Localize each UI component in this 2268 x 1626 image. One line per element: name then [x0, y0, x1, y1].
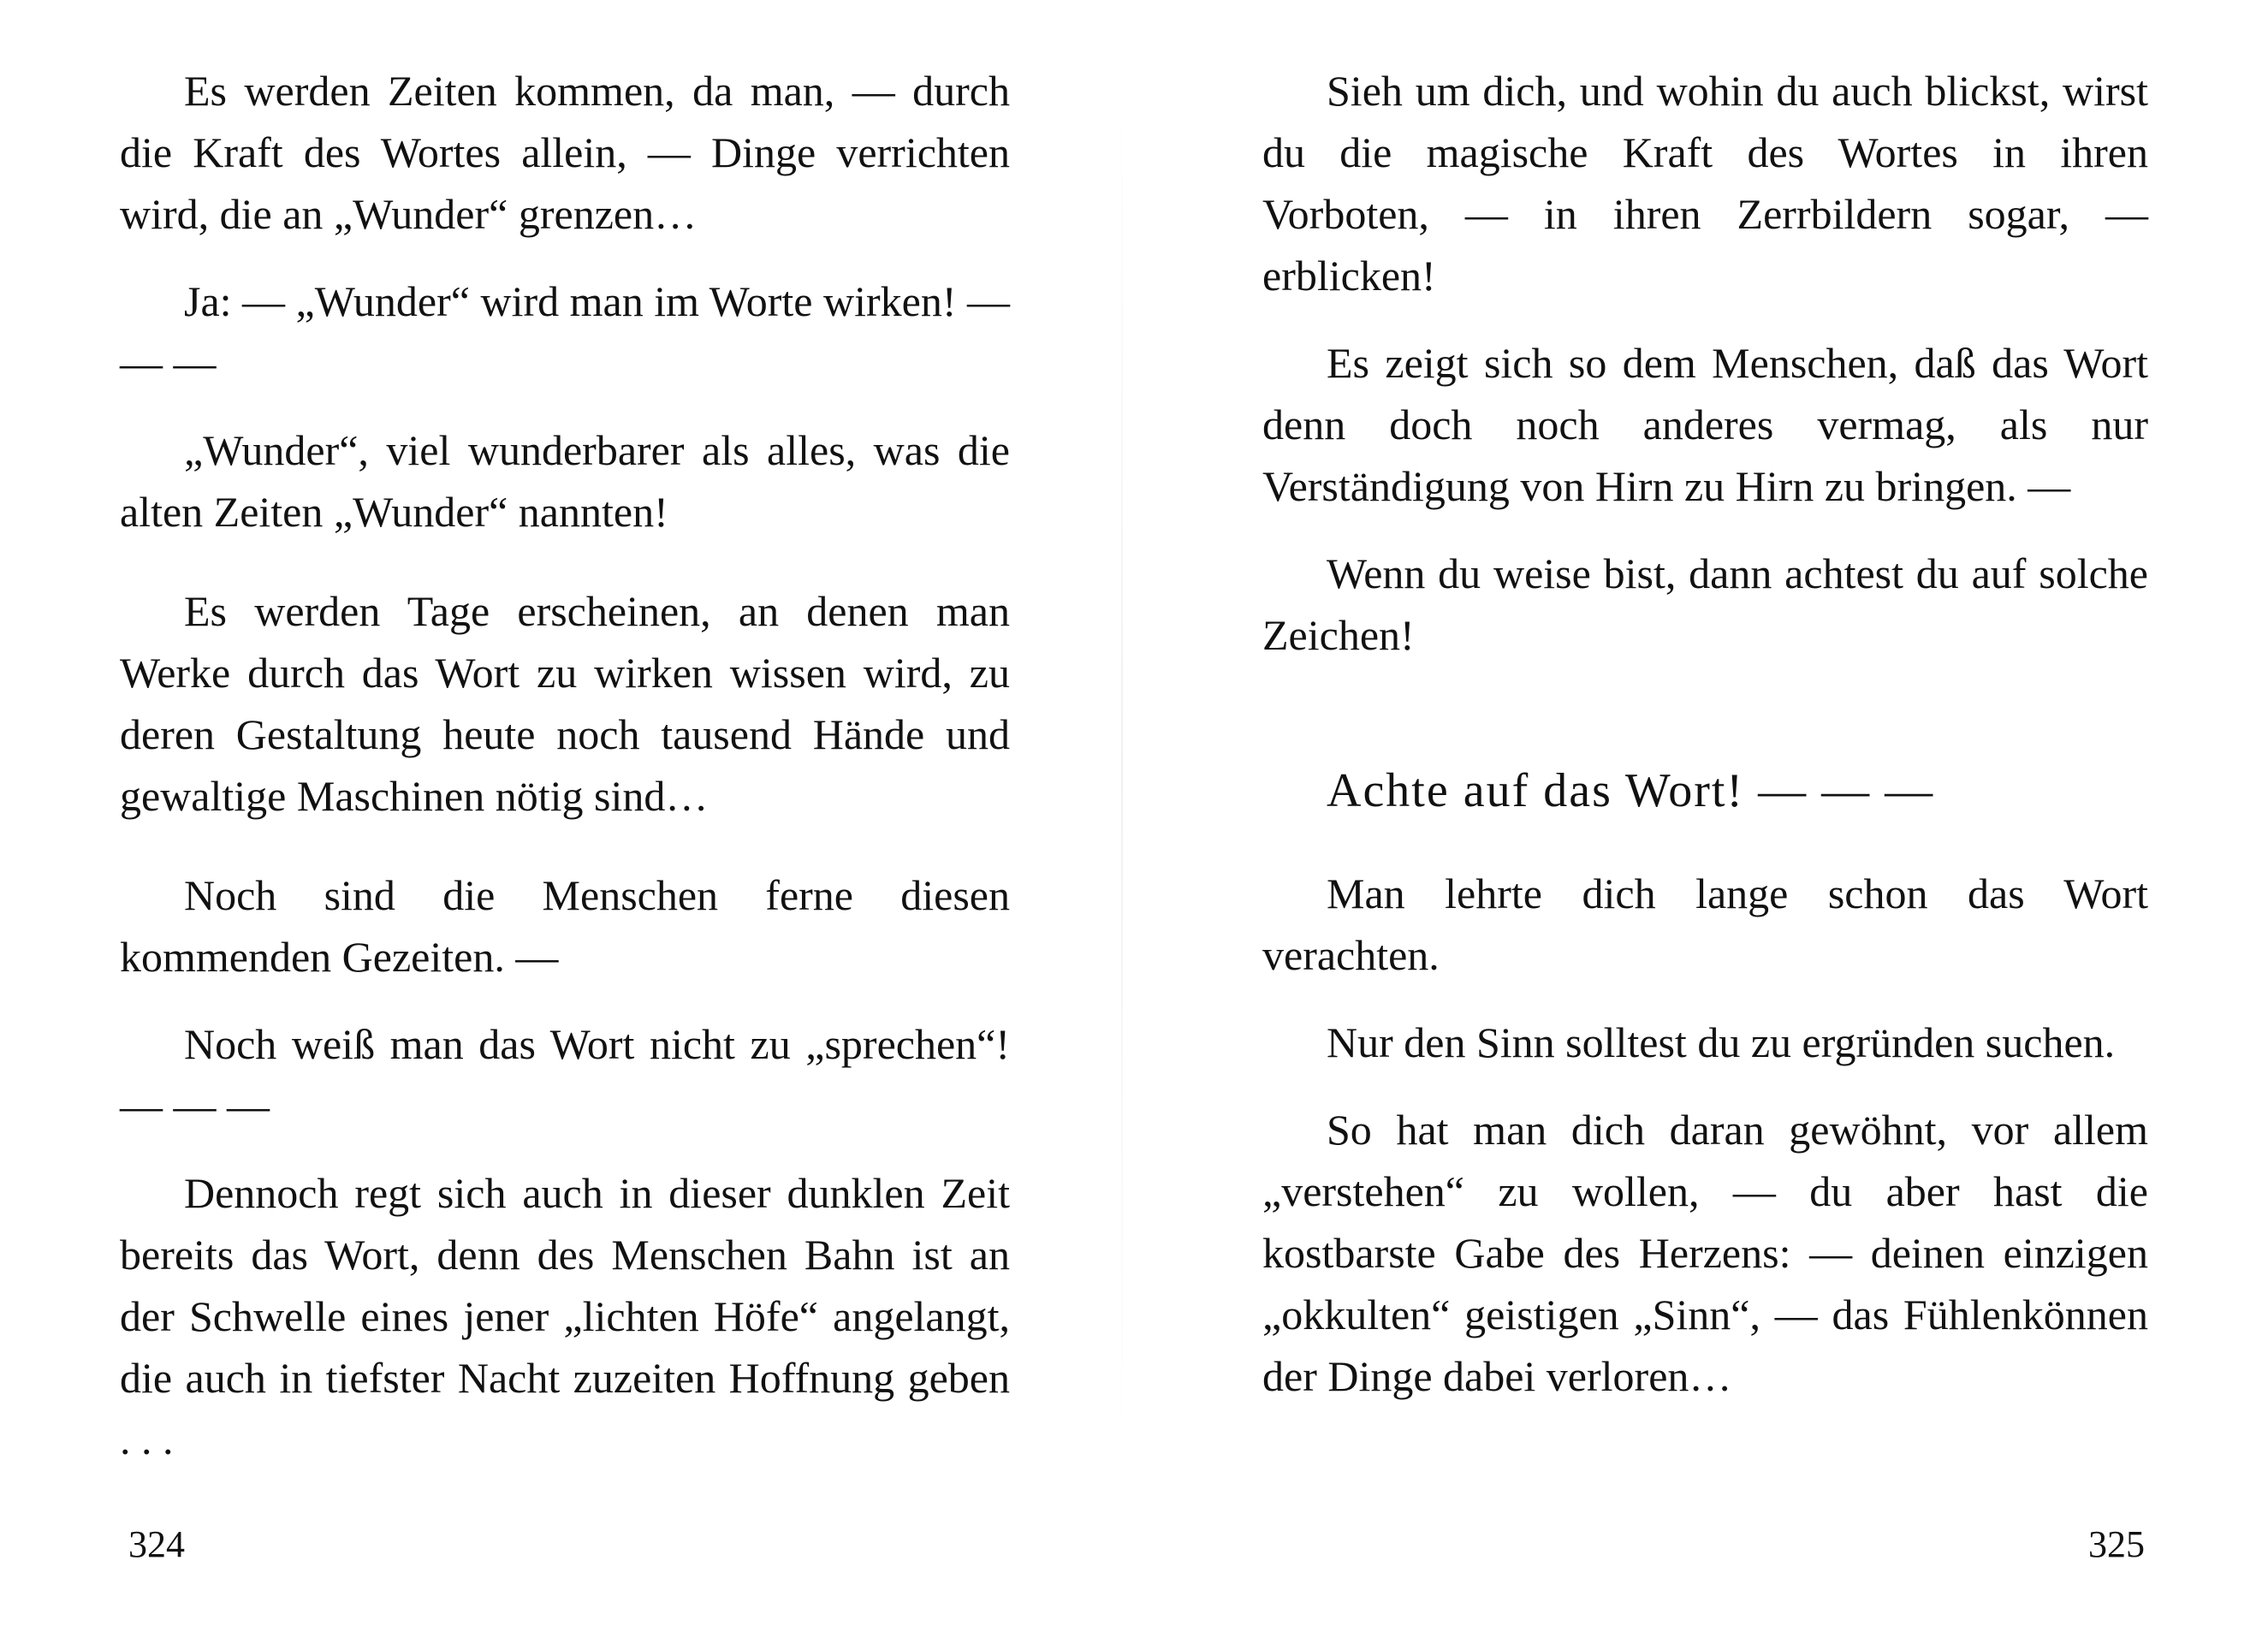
right-paragraph-5: Nur den Sinn solltest du zu ergründen suchen. — [1327, 1018, 2116, 1066]
right-paragraph-3: Wenn du weise bist, dann achtest du auf solche Zeichen! — [1262, 549, 2148, 659]
right-page — [1262, 60, 2148, 1407]
left-paragraph-5: Noch sind die Menschen ferne diesen kommenden Gezeiten. — — [120, 871, 1010, 981]
left-paragraph-7: Dennoch regt sich auch in dieser dunklen Zeit bereits das Wort, denn des Menschen Bahn ist an der Schwelle eines jener „lichten Höfe“ angelangt, die auch in tiefster Nacht zuzeiten Hoffnung geben . . . — [120, 1169, 1010, 1463]
left-paragraph-4: Es werden Tage erscheinen, an denen man Werke durch das Wort zu wirken wissen wird, zu deren Gestaltung heute noch tausend Hände und gewaltige Maschinen nötig sind… — [120, 587, 1010, 820]
left-paragraph-2: Ja: — „Wunder“ wird man im Worte wirken! — — — — [120, 277, 1010, 387]
left-paragraph-1: Es werden Zeiten kommen, da man, — durch die Kraft des Wortes allein, — Dinge verrichten wird, die an „Wunder“ grenzen… — [120, 67, 1010, 238]
page-number-right: 325 — [2088, 1523, 2145, 1565]
left-paragraph-3: „Wunder“, viel wunderbarer als alles, was die alten Zeiten „Wunder“ nannten! — [120, 426, 1010, 536]
left-page — [120, 60, 1010, 1470]
right-paragraph-2: Es zeigt sich so dem Menschen, daß das Wort denn doch noch anderes vermag, als nur Verständigung von Hirn zu Hirn zu bringen. — — [1262, 339, 2148, 510]
left-paragraph-6: Noch weiß man das Wort nicht zu „sprechen“! — — — — [120, 1020, 1010, 1130]
page-number-left: 324 — [128, 1523, 185, 1565]
right-paragraph-6: So hat man dich daran gewöhnt, vor allem „verstehen“ zu wollen, — du aber hast die kostbarste Gabe des Herzens: — deinen einzigen „okkulten“ geistigen „Sinn“, — das Fühlenkönnen der Dinge dabei verloren… — [1262, 1106, 2148, 1400]
book-gutter — [1121, 103, 1123, 1438]
right-paragraph-1: Sieh um dich, und wohin du auch blickst, wirst du die magische Kraft des Wortes in ihren Vorboten, — in ihren Zerrbildern sogar, — erblicken! — [1262, 67, 2148, 300]
right-paragraph-4: Man lehrte dich lange schon das Wort verachten. — [1262, 869, 2148, 979]
section-heading: Achte auf das Wort! — — — — [1327, 764, 1935, 817]
